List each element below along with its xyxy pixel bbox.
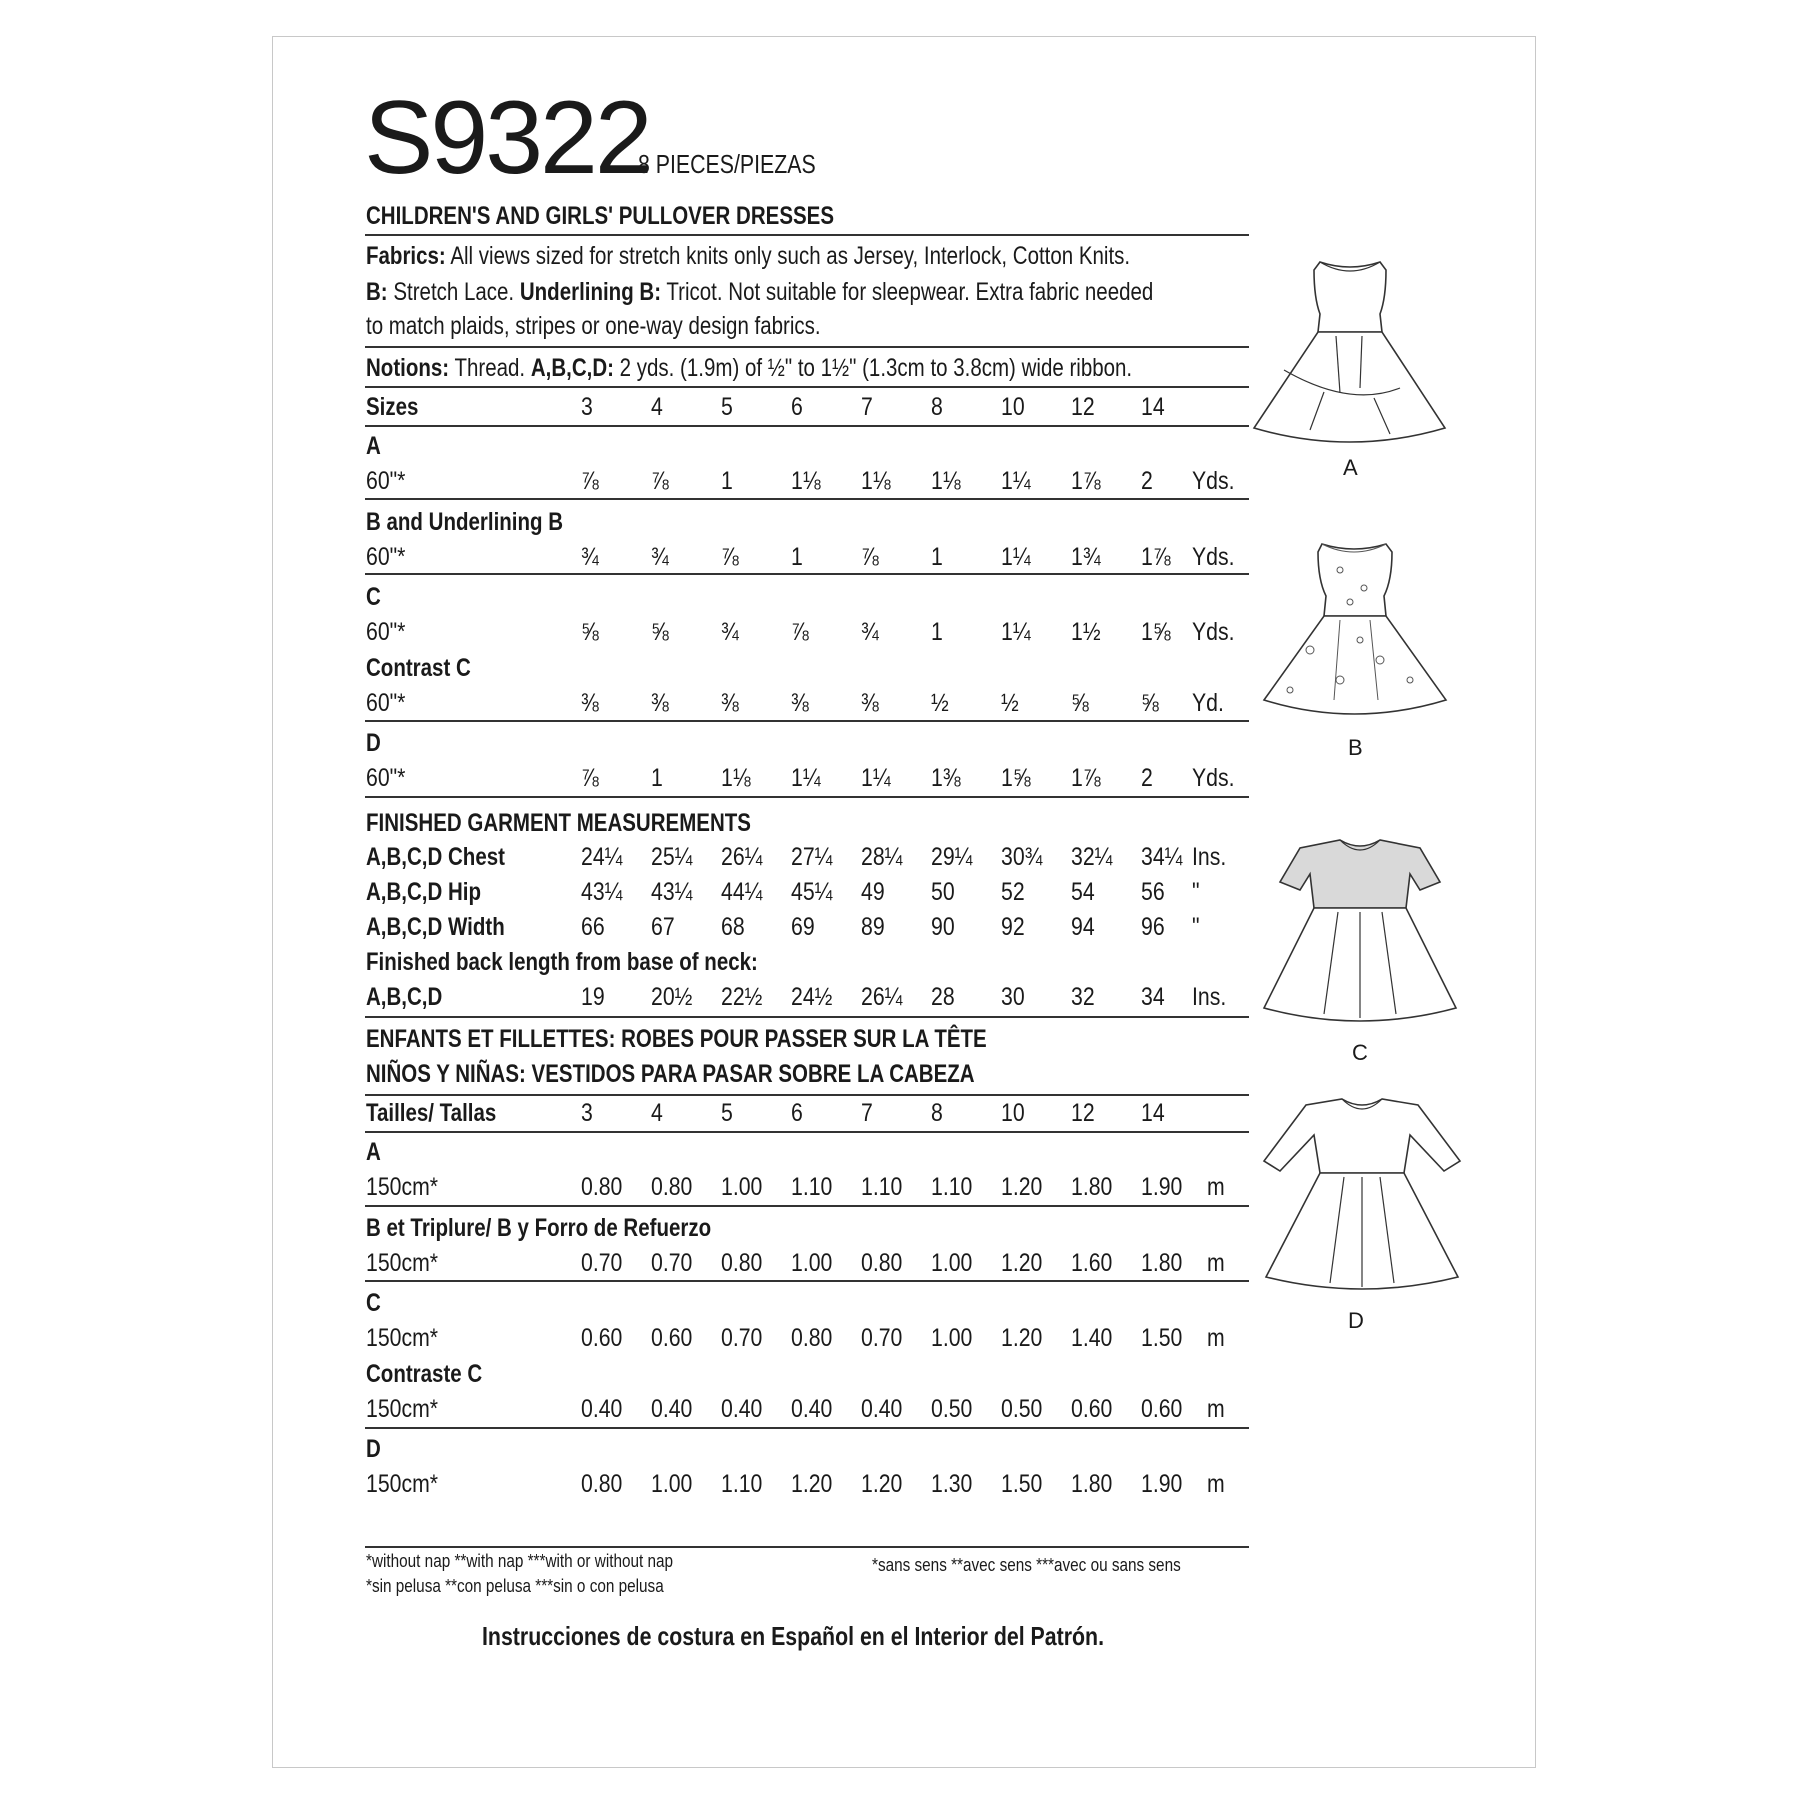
yardage-cell: ¾ [651, 543, 669, 571]
size-header-cell: 14 [1141, 393, 1165, 421]
yardage-cell: 1⅝ [1001, 764, 1031, 792]
metric-cell: 0.40 [651, 1395, 693, 1423]
metric-size-header-cell: 6 [791, 1099, 803, 1127]
size-header-cell: 6 [791, 393, 803, 421]
back-length-title: Finished back length from base of neck: [366, 948, 758, 976]
yardage-cell: 1½ [1071, 618, 1101, 646]
yardage-fabric-width: 60"* [366, 764, 406, 792]
metric-size-header-cell: 7 [861, 1099, 873, 1127]
divider [365, 1016, 1249, 1018]
metric-cell: 1.10 [721, 1470, 763, 1498]
yardage-unit: Yds. [1192, 467, 1235, 495]
metric-size-header-cell: 4 [651, 1099, 663, 1127]
yardage-cell: ⅜ [791, 689, 809, 717]
measurement-cell: 90 [931, 913, 955, 941]
metric-cell: 1.40 [1071, 1324, 1113, 1352]
measurement-cell: 54 [1071, 878, 1095, 906]
metric-fabric-width: 150cm* [366, 1470, 439, 1498]
footnote-spanish: *sin pelusa **con pelusa ***sin o con pelusa [366, 1576, 664, 1596]
yardage-cell: ⅜ [581, 689, 599, 717]
metric-cell: 0.40 [861, 1395, 903, 1423]
metric-cell: 0.60 [1071, 1395, 1113, 1423]
divider [365, 573, 1249, 575]
divider [365, 498, 1249, 500]
footnote-french: *sans sens **avec sens ***avec ou sans sens [872, 1555, 1181, 1575]
yardage-cell: 1¼ [1001, 467, 1031, 495]
view-b-dress-illustration [1260, 540, 1450, 720]
metric-view-label: D [366, 1435, 381, 1463]
yardage-cell: ½ [1001, 689, 1019, 717]
yardage-cell: ⅞ [791, 618, 809, 646]
yardage-fabric-width: 60"* [366, 689, 406, 717]
yardage-fabric-width: 60"* [366, 543, 406, 571]
size-header-cell: 8 [931, 393, 943, 421]
metric-cell: 0.70 [721, 1324, 763, 1352]
measurement-cell: 25¼ [651, 843, 693, 871]
view-c-dress-illustration [1260, 838, 1460, 1028]
yardage-cell: 2 [1141, 467, 1153, 495]
metric-view-label: C [366, 1289, 381, 1317]
back-length-cell: 26¼ [861, 983, 903, 1011]
back-length-cell: 24½ [791, 983, 833, 1011]
size-header-cell: 4 [651, 393, 663, 421]
size-header-cell: 12 [1071, 393, 1095, 421]
metric-size-header-cell: 12 [1071, 1099, 1095, 1127]
metric-fabric-width: 150cm* [366, 1324, 439, 1352]
piece-count: 8 PIECES/PIEZAS [638, 149, 816, 179]
yardage-cell: 1⅛ [861, 467, 891, 495]
yardage-cell: ⅜ [651, 689, 669, 717]
measurement-label: A,B,C,D Width [366, 913, 505, 941]
yardage-cell: 1 [931, 543, 943, 571]
back-length-label: A,B,C,D [366, 983, 443, 1011]
view-b-label: B [1348, 735, 1363, 760]
metric-cell: 1.30 [931, 1470, 973, 1498]
yardage-cell: ⅞ [861, 543, 879, 571]
metric-unit: m [1207, 1395, 1225, 1423]
divider [365, 1205, 1249, 1207]
french-title: ENFANTS ET FILLETTES: ROBES POUR PASSER SUR LA TÊTE [366, 1025, 987, 1053]
yardage-cell: 1⅝ [1141, 618, 1171, 646]
yardage-cell: ⅞ [581, 467, 599, 495]
metric-cell: 0.70 [581, 1249, 623, 1277]
measurement-cell: 29¼ [931, 843, 973, 871]
measurement-cell: 92 [1001, 913, 1025, 941]
metric-cell: 0.50 [1001, 1395, 1043, 1423]
metric-cell: 1.00 [651, 1470, 693, 1498]
yardage-cell: ⅝ [651, 618, 669, 646]
metric-cell: 1.20 [791, 1470, 833, 1498]
yardage-cell: ⅝ [581, 618, 599, 646]
metric-fabric-width: 150cm* [366, 1395, 439, 1423]
yardage-cell: ⅝ [1141, 689, 1159, 717]
metric-cell: 1.10 [791, 1173, 833, 1201]
yardage-cell: 1¼ [1001, 618, 1031, 646]
yardage-view-label: Contrast C [366, 654, 471, 682]
metric-cell: 1.00 [931, 1249, 973, 1277]
measurement-cell: 69 [791, 913, 815, 941]
measurement-label: A,B,C,D Chest [366, 843, 505, 871]
yardage-fabric-width: 60"* [366, 467, 406, 495]
metric-cell: 1.20 [1001, 1249, 1043, 1277]
measurement-cell: 94 [1071, 913, 1095, 941]
metric-cell: 0.50 [931, 1395, 973, 1423]
yardage-cell: 1⅛ [791, 467, 821, 495]
measurement-cell: 32¼ [1071, 843, 1113, 871]
view-d-label: D [1348, 1308, 1364, 1333]
yardage-cell: 1¾ [1071, 543, 1101, 571]
back-length-cell: 32 [1071, 983, 1095, 1011]
yardage-cell: ¾ [721, 618, 739, 646]
notions: Notions: Thread. A,B,C,D: 2 yds. (1.9m) of ½" to 1½" (1.3cm to 3.8cm) wide ribbon. [366, 354, 1133, 382]
metric-cell: 1.10 [861, 1173, 903, 1201]
yardage-cell: 1⅛ [931, 467, 961, 495]
measurement-cell: 26¼ [721, 843, 763, 871]
yardage-cell: ⅜ [721, 689, 739, 717]
metric-cell: 0.60 [1141, 1395, 1183, 1423]
metric-cell: 1.80 [1071, 1470, 1113, 1498]
metric-cell: 0.80 [861, 1249, 903, 1277]
yardage-cell: ¾ [581, 543, 599, 571]
measurement-cell: 50 [931, 878, 955, 906]
yardage-cell: 1 [721, 467, 733, 495]
divider [365, 425, 1249, 427]
measurement-cell: 66 [581, 913, 605, 941]
divider [365, 1546, 1249, 1548]
yardage-view-label: C [366, 583, 381, 611]
metric-view-label: B et Triplure/ B y Forro de Refuerzo [366, 1214, 712, 1242]
metric-cell: 0.60 [651, 1324, 693, 1352]
measurement-unit: " [1192, 913, 1200, 941]
metric-cell: 1.80 [1071, 1173, 1113, 1201]
yardage-cell: 1 [931, 618, 943, 646]
metric-sizes-label: Tailles/ Tallas [366, 1099, 497, 1127]
yardage-cell: 1 [651, 764, 663, 792]
back-length-cell: 34 [1141, 983, 1165, 1011]
divider [365, 346, 1249, 348]
yardage-cell: 1¼ [791, 764, 821, 792]
measurement-cell: 34¼ [1141, 843, 1183, 871]
back-length-cell: 30 [1001, 983, 1025, 1011]
fabrics-line-1: Fabrics: All views sized for stretch knits only such as Jersey, Interlock, Cotton Knits. [366, 242, 1131, 270]
divider [365, 1427, 1249, 1429]
measurement-label: A,B,C,D Hip [366, 878, 482, 906]
yardage-cell: ¾ [861, 618, 879, 646]
metric-view-label: Contraste C [366, 1360, 483, 1388]
metric-cell: 0.70 [651, 1249, 693, 1277]
metric-cell: 1.00 [931, 1324, 973, 1352]
metric-cell: 1.00 [791, 1249, 833, 1277]
yardage-cell: ⅞ [651, 467, 669, 495]
divider [365, 796, 1249, 798]
metric-cell: 0.80 [581, 1173, 623, 1201]
yardage-unit: Yds. [1192, 618, 1235, 646]
yardage-fabric-width: 60"* [366, 618, 406, 646]
yardage-cell: ⅜ [861, 689, 879, 717]
divider [365, 1131, 1249, 1133]
measurement-cell: 67 [651, 913, 675, 941]
measurement-cell: 68 [721, 913, 745, 941]
back-length-cell: 28 [931, 983, 955, 1011]
yardage-cell: 1⅛ [721, 764, 751, 792]
metric-cell: 0.80 [721, 1249, 763, 1277]
measurement-cell: 89 [861, 913, 885, 941]
back-length-cell: 22½ [721, 983, 763, 1011]
yardage-cell: 1¼ [1001, 543, 1031, 571]
back-length-unit: Ins. [1192, 983, 1227, 1011]
metric-cell: 1.80 [1141, 1249, 1183, 1277]
metric-cell: 1.50 [1141, 1324, 1183, 1352]
metric-cell: 1.50 [1001, 1470, 1043, 1498]
divider [365, 720, 1249, 722]
divider [365, 1280, 1249, 1282]
metric-unit: m [1207, 1470, 1225, 1498]
sizes-label: Sizes [366, 393, 419, 421]
metric-cell: 1.60 [1071, 1249, 1113, 1277]
metric-size-header-cell: 3 [581, 1099, 593, 1127]
metric-cell: 1.90 [1141, 1173, 1183, 1201]
yardage-unit: Yd. [1192, 689, 1224, 717]
measurement-cell: 96 [1141, 913, 1165, 941]
metric-cell: 1.20 [1001, 1173, 1043, 1201]
fabrics-line-3: to match plaids, stripes or one-way design fabrics. [366, 312, 821, 340]
yardage-view-label: A [366, 432, 381, 460]
yardage-unit: Yds. [1192, 764, 1235, 792]
yardage-cell: 1¼ [861, 764, 891, 792]
metric-fabric-width: 150cm* [366, 1173, 439, 1201]
metric-cell: 1.20 [1001, 1324, 1043, 1352]
footer-instructions: Instrucciones de costura en Español en el Interior del Patrón. [482, 1621, 1104, 1651]
finished-measurements-title: FINISHED GARMENT MEASUREMENTS [366, 809, 751, 837]
yardage-view-label: D [366, 729, 381, 757]
view-a-dress-illustration [1250, 258, 1450, 453]
metric-cell: 0.80 [651, 1173, 693, 1201]
view-d-dress-illustration [1262, 1097, 1462, 1297]
measurement-cell: 44¼ [721, 878, 763, 906]
yardage-cell: ⅞ [581, 764, 599, 792]
back-length-cell: 20½ [651, 983, 693, 1011]
measurement-cell: 24¼ [581, 843, 623, 871]
metric-cell: 0.70 [861, 1324, 903, 1352]
yardage-cell: 1⅞ [1071, 764, 1101, 792]
divider [365, 234, 1249, 236]
pattern-title: CHILDREN'S AND GIRLS' PULLOVER DRESSES [366, 202, 835, 230]
yardage-cell: 1⅞ [1071, 467, 1101, 495]
measurement-cell: 56 [1141, 878, 1165, 906]
yardage-unit: Yds. [1192, 543, 1235, 571]
metric-cell: 1.20 [861, 1470, 903, 1498]
yardage-cell: 1 [791, 543, 803, 571]
size-header-cell: 7 [861, 393, 873, 421]
metric-cell: 1.90 [1141, 1470, 1183, 1498]
metric-cell: 0.80 [581, 1470, 623, 1498]
metric-size-header-cell: 10 [1001, 1099, 1025, 1127]
yardage-view-label: B and Underlining B [366, 508, 564, 536]
metric-cell: 0.80 [791, 1324, 833, 1352]
footnote-english: *without nap **with nap ***with or without nap [366, 1551, 674, 1571]
metric-cell: 1.00 [721, 1173, 763, 1201]
fabrics-line-2: B: Stretch Lace. Underlining B: Tricot. Not suitable for sleepwear. Extra fabric needed [366, 278, 1154, 306]
metric-size-header-cell: 14 [1141, 1099, 1165, 1127]
yardage-cell: 1⅞ [1141, 543, 1171, 571]
metric-size-header-cell: 8 [931, 1099, 943, 1127]
yardage-cell: 1⅜ [931, 764, 961, 792]
metric-size-header-cell: 5 [721, 1099, 733, 1127]
view-a-label: A [1343, 455, 1358, 480]
measurement-cell: 43¼ [581, 878, 623, 906]
yardage-cell: ½ [931, 689, 949, 717]
measurement-cell: 52 [1001, 878, 1025, 906]
metric-cell: 1.10 [931, 1173, 973, 1201]
measurement-unit: " [1192, 878, 1200, 906]
pattern-number: S9322 [364, 80, 650, 196]
view-c-label: C [1352, 1040, 1368, 1065]
size-header-cell: 10 [1001, 393, 1025, 421]
metric-cell: 0.40 [581, 1395, 623, 1423]
metric-fabric-width: 150cm* [366, 1249, 439, 1277]
size-header-cell: 5 [721, 393, 733, 421]
spanish-title: NIÑOS Y NIÑAS: VESTIDOS PARA PASAR SOBRE LA CABEZA [366, 1060, 975, 1088]
metric-cell: 0.40 [721, 1395, 763, 1423]
measurement-cell: 49 [861, 878, 885, 906]
size-header-cell: 3 [581, 393, 593, 421]
metric-unit: m [1207, 1249, 1225, 1277]
measurement-cell: 27¼ [791, 843, 833, 871]
metric-unit: m [1207, 1324, 1225, 1352]
metric-unit: m [1207, 1173, 1225, 1201]
divider [365, 386, 1249, 388]
metric-cell: 0.40 [791, 1395, 833, 1423]
divider [365, 1094, 1249, 1096]
measurement-unit: Ins. [1192, 843, 1227, 871]
measurement-cell: 45¼ [791, 878, 833, 906]
metric-cell: 0.60 [581, 1324, 623, 1352]
measurement-cell: 28¼ [861, 843, 903, 871]
yardage-cell: 2 [1141, 764, 1153, 792]
measurement-cell: 43¼ [651, 878, 693, 906]
back-length-cell: 19 [581, 983, 605, 1011]
metric-view-label: A [366, 1138, 381, 1166]
yardage-cell: ⅞ [721, 543, 739, 571]
yardage-cell: ⅝ [1071, 689, 1089, 717]
measurement-cell: 30¾ [1001, 843, 1043, 871]
